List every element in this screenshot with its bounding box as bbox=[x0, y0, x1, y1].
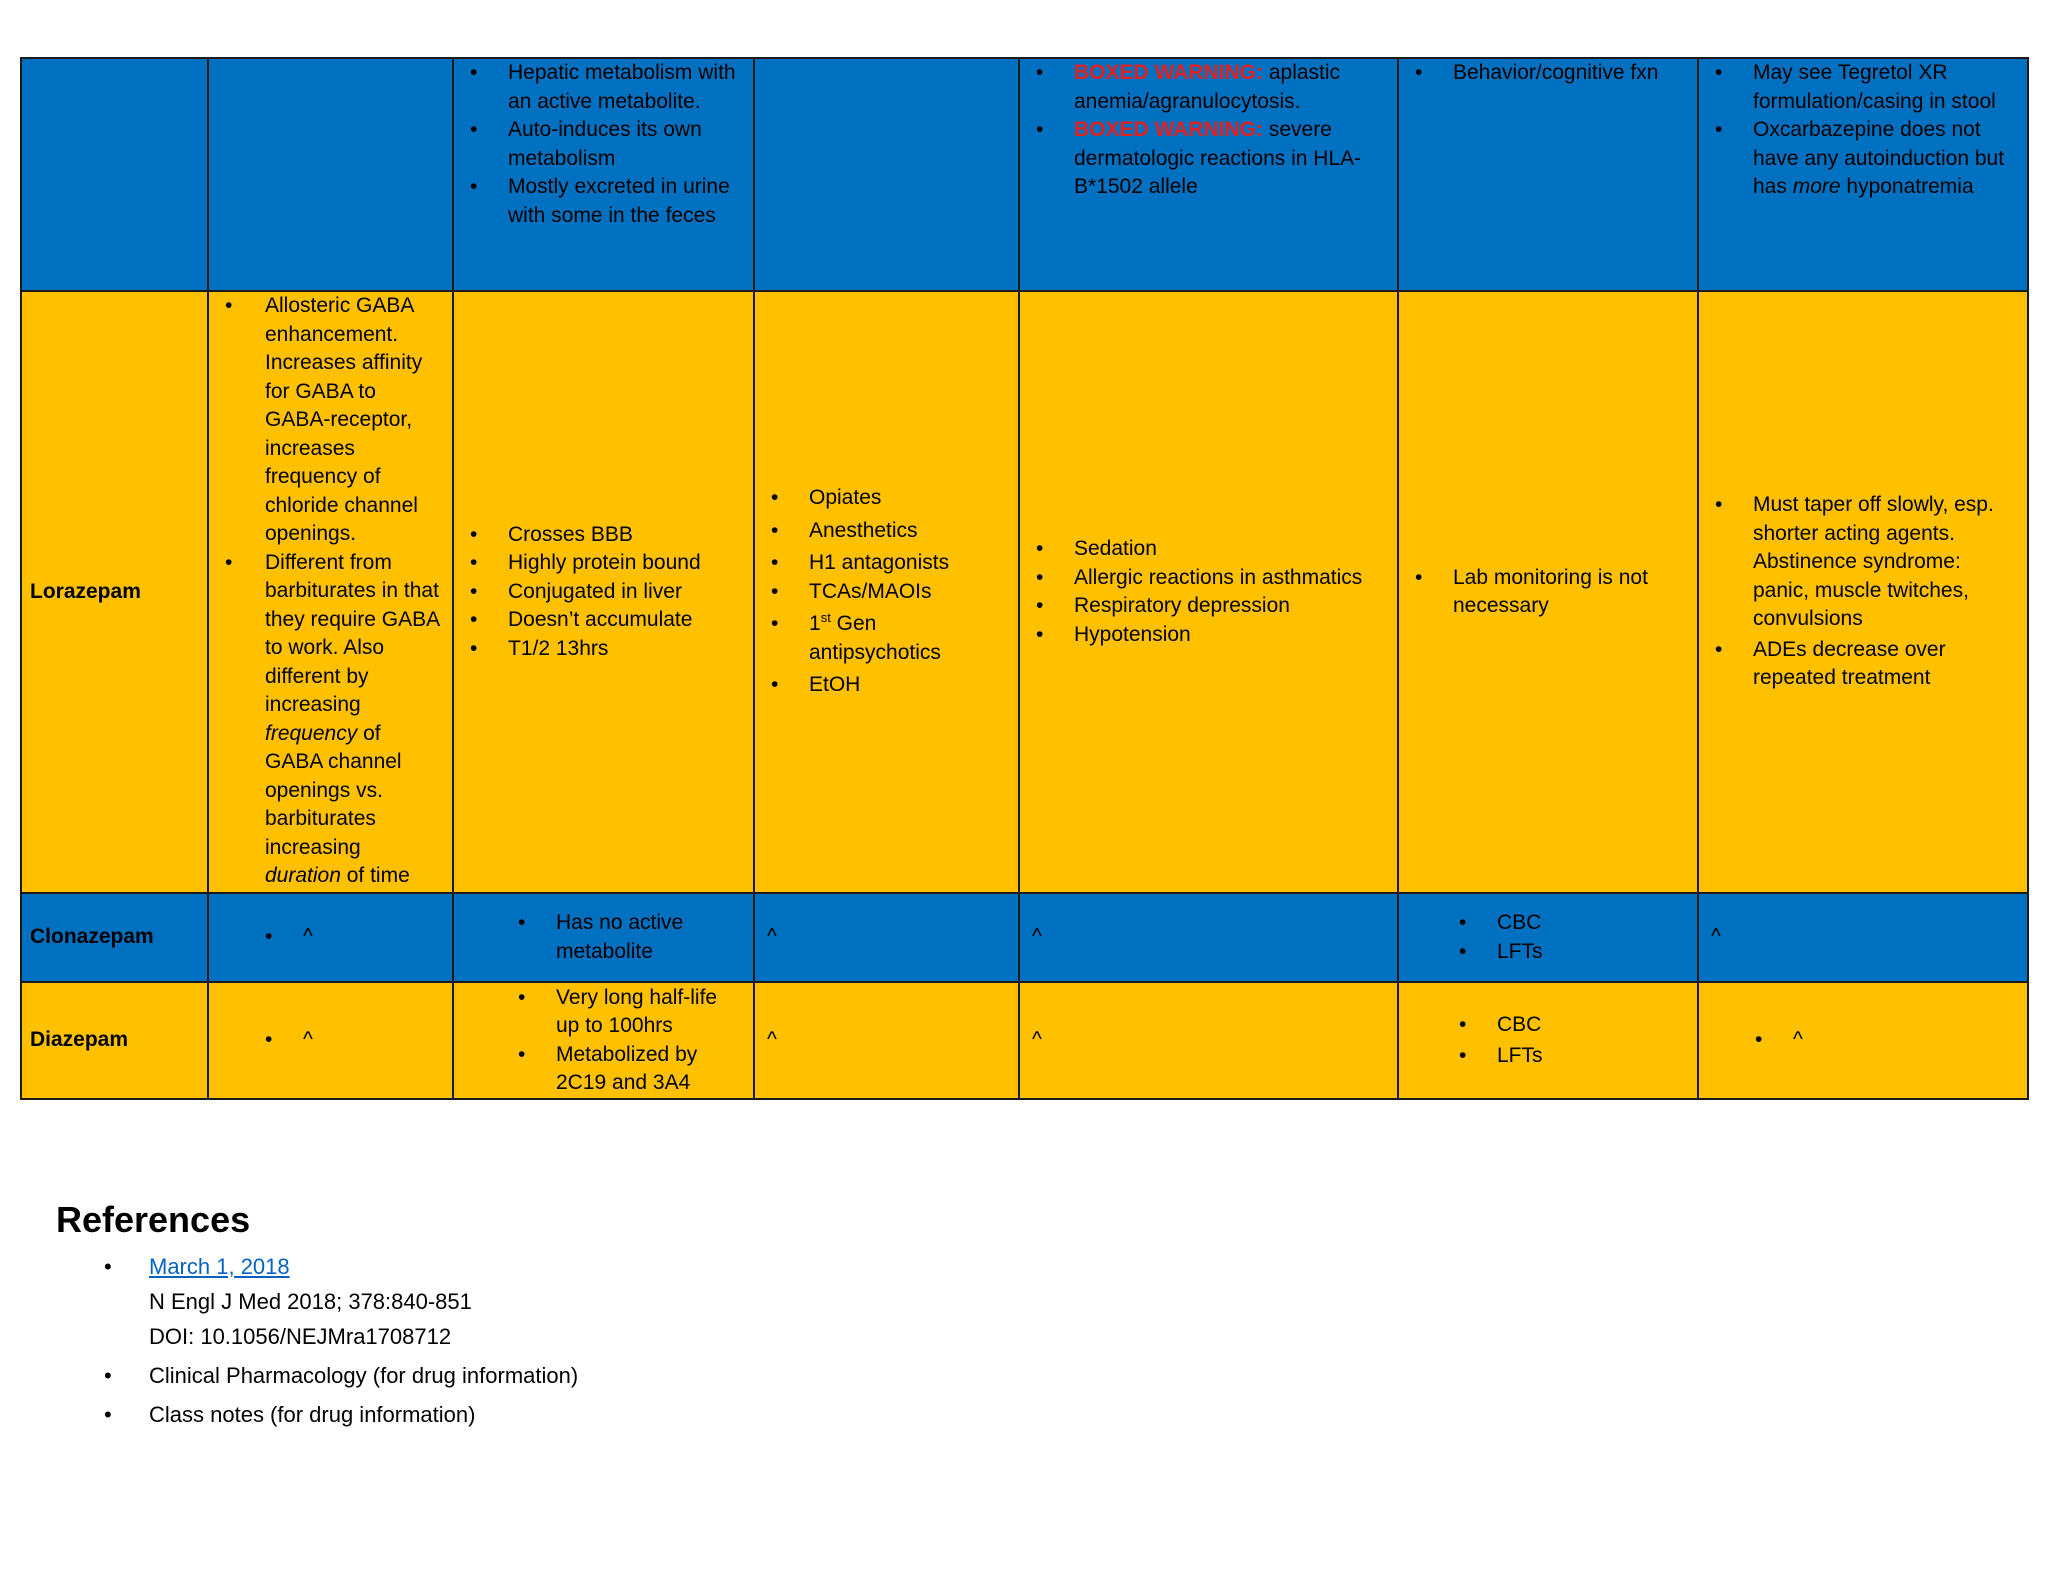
notes-cell bbox=[1698, 58, 2028, 291]
notes-list bbox=[1707, 59, 2019, 202]
interactions-cell: ^ bbox=[754, 893, 1019, 982]
interactions-cell bbox=[754, 291, 1019, 893]
list-item: • Must taper off slowly, esp. shorter acting agents. Abstinence syndrome: panic, muscle twitches, convulsions bbox=[1707, 491, 2019, 634]
references-list bbox=[56, 1249, 578, 1432]
list-item: • TCAs/MAOIs bbox=[763, 578, 1010, 607]
monitoring-list bbox=[1407, 909, 1689, 966]
list-item: • ADEs decrease over repeated treatment bbox=[1707, 636, 2019, 693]
table-row-lorazepam bbox=[21, 291, 2028, 893]
list-item: • Very long half-life up to 100hrs bbox=[510, 984, 745, 1041]
list-item: • Respiratory depression bbox=[1028, 592, 1389, 621]
notes-list bbox=[1707, 491, 2019, 693]
notes-cell: ^ bbox=[1698, 893, 2028, 982]
list-item: • H1 antagonists bbox=[763, 549, 1010, 578]
reference-item: • Class notes (for drug information) bbox=[56, 1397, 578, 1432]
list-item: • EtOH bbox=[763, 671, 1010, 700]
list-item: • Highly protein bound bbox=[462, 549, 745, 578]
list-item: • Opiates bbox=[763, 484, 1010, 513]
list-item: • CBC bbox=[1451, 1011, 1689, 1040]
pharmacokinetics-cell bbox=[453, 58, 754, 291]
list-item: • Sedation bbox=[1028, 535, 1389, 564]
boxed-warning-label: BOXED WARNING: bbox=[1074, 118, 1263, 141]
drug-name-cell: Diazepam bbox=[21, 982, 208, 1099]
interactions-list bbox=[763, 484, 1010, 700]
notes-cell bbox=[1698, 982, 2028, 1099]
adverse-effects-cell bbox=[1019, 291, 1398, 893]
adverse-effects-cell: ^ bbox=[1019, 893, 1398, 982]
ade-list bbox=[1028, 59, 1389, 202]
adverse-effects-cell: ^ bbox=[1019, 982, 1398, 1099]
pk-list bbox=[462, 59, 745, 230]
mechanism-list bbox=[217, 923, 444, 952]
list-item: • T1/2 13hrs bbox=[462, 635, 745, 664]
monitoring-cell bbox=[1398, 893, 1698, 982]
mechanism-cell bbox=[208, 893, 453, 982]
boxed-warning-label: BOXED WARNING: bbox=[1074, 61, 1263, 84]
table-row-clonazepam bbox=[21, 893, 2028, 982]
mechanism-cell bbox=[208, 291, 453, 893]
mechanism-list bbox=[217, 1026, 444, 1055]
pk-list bbox=[462, 909, 745, 966]
list-item: • Anesthetics bbox=[763, 517, 1010, 546]
reference-item bbox=[56, 1249, 578, 1354]
adverse-effects-cell bbox=[1019, 58, 1398, 291]
monitoring-cell bbox=[1398, 291, 1698, 893]
reference-link[interactable]: March 1, 2018 bbox=[149, 1254, 290, 1279]
pk-list bbox=[462, 984, 745, 1098]
list-item: • Auto-induces its own metabolism bbox=[462, 116, 745, 173]
list-item: • Has no active metabolite bbox=[510, 909, 745, 966]
monitoring-cell bbox=[1398, 982, 1698, 1099]
list-item: • Mostly excreted in urine with some in the feces bbox=[462, 173, 745, 230]
list-item: • 1st Gen antipsychotics bbox=[763, 610, 1010, 667]
monitoring-list bbox=[1407, 564, 1689, 621]
list-item: • LFTs bbox=[1451, 938, 1689, 967]
list-item: • Different from barbiturates in that they require GABA to work. Also different by increasing frequency of GABA channel openings vs. barbiturates increasing duration of time bbox=[217, 549, 442, 891]
list-item: • BOXED WARNING: severe dermatologic reactions in HLA-B*1502 allele bbox=[1028, 116, 1389, 202]
mechanism-cell bbox=[208, 58, 453, 291]
list-item: • Allergic reactions in asthmatics bbox=[1028, 564, 1389, 593]
drug-name-cell: Lorazepam bbox=[21, 291, 208, 893]
list-item: • ^ bbox=[257, 923, 444, 952]
pharmacokinetics-cell bbox=[453, 982, 754, 1099]
interactions-cell bbox=[754, 58, 1019, 291]
list-item: • Behavior/cognitive fxn bbox=[1407, 59, 1689, 88]
list-item: • Oxcarbazepine does not have any autoinduction but has more hyponatremia bbox=[1707, 116, 2019, 202]
references-heading: References bbox=[56, 1199, 251, 1240]
list-item: • ^ bbox=[1747, 1026, 2019, 1055]
list-item: • Doesn’t accumulate bbox=[462, 606, 745, 635]
drug-name-cell: Clonazepam bbox=[21, 893, 208, 982]
monitoring-list bbox=[1407, 1011, 1689, 1071]
table-row-carbamazepine-continued bbox=[21, 58, 2028, 291]
mechanism-list bbox=[217, 292, 442, 891]
monitoring-cell bbox=[1398, 58, 1698, 291]
list-item: • May see Tegretol XR formulation/casing in stool bbox=[1707, 59, 2019, 116]
drug-comparison-table bbox=[20, 57, 2029, 1100]
list-item: • Crosses BBB bbox=[462, 521, 745, 550]
citation-line: N Engl J Med 2018; 378:840-851 bbox=[149, 1289, 472, 1314]
notes-cell bbox=[1698, 291, 2028, 893]
pk-list bbox=[462, 521, 745, 664]
notes-list bbox=[1707, 1026, 2019, 1055]
list-item: • Allosteric GABA enhancement. Increases affinity for GABA to GABA-receptor, increases frequency of chloride channel openings. bbox=[217, 292, 442, 549]
ade-list bbox=[1028, 535, 1389, 649]
list-item: • BOXED WARNING: aplastic anemia/agranulocytosis. bbox=[1028, 59, 1389, 116]
list-item: • Lab monitoring is not necessary bbox=[1407, 564, 1689, 621]
mechanism-cell bbox=[208, 982, 453, 1099]
reference-item: • Clinical Pharmacology (for drug information) bbox=[56, 1358, 578, 1393]
doi-line: DOI: 10.1056/NEJMra1708712 bbox=[149, 1324, 452, 1349]
drug-name-cell bbox=[21, 58, 208, 291]
list-item: • Metabolized by 2C19 and 3A4 bbox=[510, 1041, 745, 1098]
list-item: • Hypotension bbox=[1028, 621, 1389, 650]
monitoring-list bbox=[1407, 59, 1689, 88]
list-item: • Conjugated in liver bbox=[462, 578, 745, 607]
interactions-cell: ^ bbox=[754, 982, 1019, 1099]
references-section bbox=[56, 1195, 578, 1432]
list-item: • Hepatic metabolism with an active metabolite. bbox=[462, 59, 745, 116]
list-item: • LFTs bbox=[1451, 1042, 1689, 1071]
table-row-diazepam bbox=[21, 982, 2028, 1099]
pharmacokinetics-cell bbox=[453, 893, 754, 982]
list-item: • CBC bbox=[1451, 909, 1689, 938]
list-item: • ^ bbox=[257, 1026, 444, 1055]
pharmacokinetics-cell bbox=[453, 291, 754, 893]
